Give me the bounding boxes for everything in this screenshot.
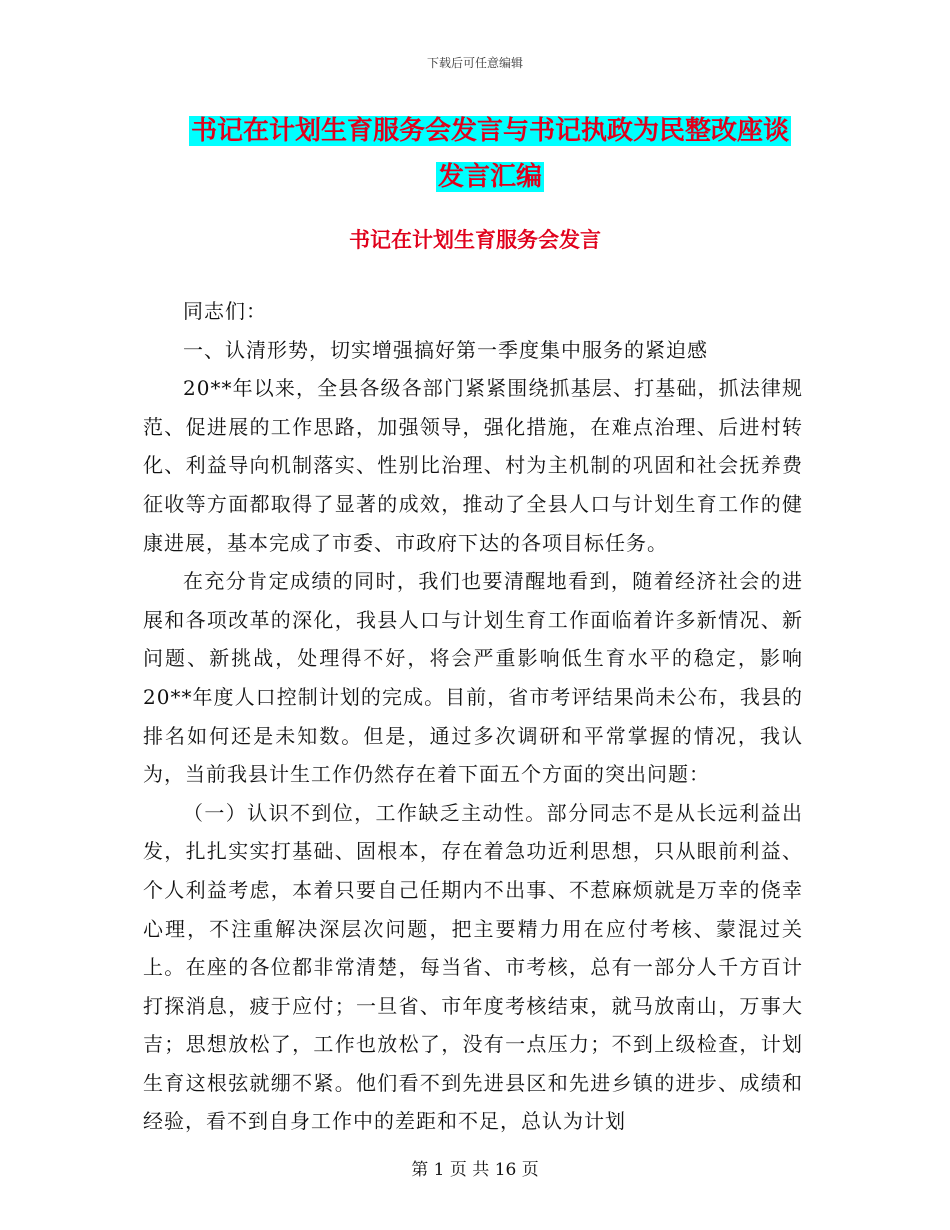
header-note: 下载后可任意编辑 bbox=[426, 56, 523, 70]
paragraph: （一）认识不到位，工作缺乏主动性。部分同志不是从长远利益出发，扎扎实实打基础、固根本，存在着急功近利思想，只从眼前利益、个人利益考虑，本着只要自己任期内不出事、不惹麻烦就是万幸的侥幸心理，不注重解决深层次问题，把主要精力用在应付考核、蒙混过关上。在座的各位都非常清楚，每当省、市考核，总有一部分人千方百计打探消息，疲于应付；一旦省、市年度考核结束，就马放南山，万事大吉；思想放松了，工作也放松了，没有一点压力；不到上级检查，计划生育这根弦就绷不紧。他们看不到先进县区和先进乡镇的进步、成绩和经验，看不到自身工作中的差距和不足，总认为计划 bbox=[143, 800, 803, 1134]
paragraph: 在充分肯定成绩的同时，我们也要清醒地看到，随着经济社会的进展和各项改革的深化，我县人口与计划生育工作面临着许多新情况、新问题、新挑战，处理得不好，将会严重影响低生育水平的稳定，影响20**年度人口控制计划的完成。目前，省市考评结果尚未公布，我县的排名如何还是未知数。但是，通过多次调研和平常掌握的情况，我认为，当前我县计生工作仍然存在着下面五个方面的突出问题： bbox=[143, 569, 803, 787]
paragraph-heading-1: 一、认清形势，切实增强搞好第一季度集中服务的紧迫感 bbox=[183, 337, 708, 362]
document-title-line1: 书记在计划生育服务会发言与书记执政为民整改座谈 bbox=[190, 116, 789, 146]
paragraph: 20**年以来，全县各级各部门紧紧围绕抓基层、打基础，抓法律规范、促进展的工作思路，加强领导，强化措施，在难点治理、后进村转化、利益导向机制落实、性别比治理、村为主机制的巩固和社会抚养费征收等方面都取得了显著的成效，推动了全县人口与计划生育工作的健康进展，基本完成了市委、市政府下达的各项目标任务。 bbox=[143, 376, 803, 555]
section-title: 书记在计划生育服务会发言 bbox=[349, 227, 601, 252]
body-text bbox=[143, 292, 803, 1141]
paragraph-salutation: 同志们： bbox=[183, 299, 267, 323]
document-title-line2: 发言汇编 bbox=[437, 162, 542, 192]
document-title bbox=[150, 108, 830, 200]
page-footer: 第 1 页 共 16 页 bbox=[411, 1160, 539, 1180]
